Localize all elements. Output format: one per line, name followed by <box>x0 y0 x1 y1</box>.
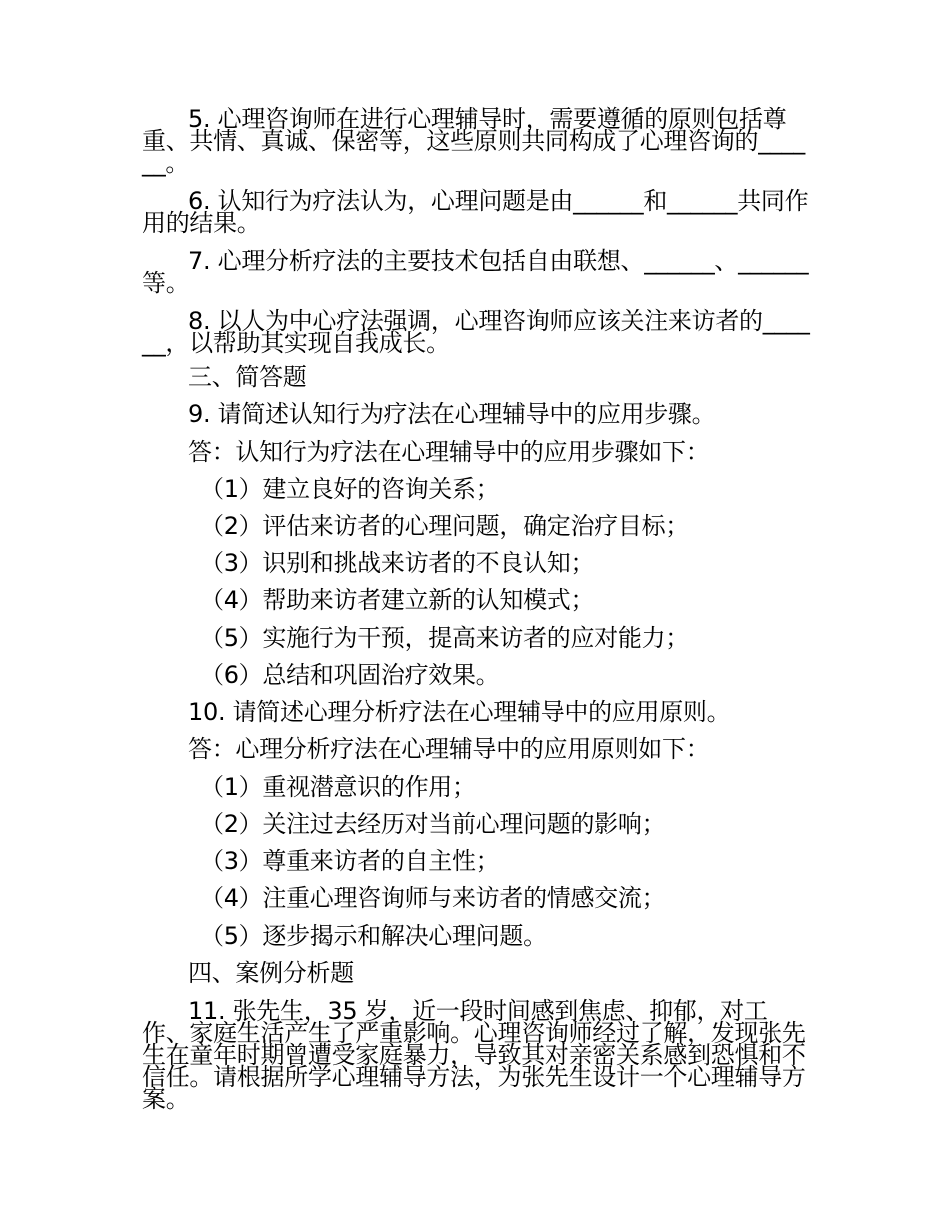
answer-10-step: （4）注重心理咨询师与来访者的情感交流； <box>200 884 666 912</box>
fill-blank-question-7 <box>142 247 812 297</box>
answer-10-intro: 答：心理分析疗法在心理辅导中的应用原则如下： <box>188 735 710 763</box>
question-text: 5. 心理咨询师在进行心理辅导时，需要遵循的原则包括尊重、共情、真诚、保密等，这些原则共同构成了心理咨询的______。 <box>142 105 805 177</box>
fill-blank-question-8 <box>142 307 812 357</box>
question-9: 9. 请简述认知行为疗法在心理辅导中的应用步骤。 <box>188 400 716 428</box>
answer-9-step: （3）识别和挑战来访者的不良认知； <box>200 549 595 577</box>
question-text: 11. 张先生，35 岁，近一段时间感到焦虑、抑郁，对工作、家庭生活产生了严重影响。心理咨询师经过了解，发现张先生在童年时期曾遭受家庭暴力，导致其对亲密关系感到恐惧和不信任。请根据所学心理辅导方法，为张先生设计一个心理辅导方案。 <box>142 997 806 1113</box>
answer-9-intro: 答：认知行为疗法在心理辅导中的应用步骤如下： <box>188 438 710 466</box>
question-text: 6. 认知行为疗法认为，心理问题是由______和______共同作用的结果。 <box>142 187 809 237</box>
section-heading-case-analysis: 四、案例分析题 <box>188 959 354 987</box>
answer-10-step: （1）重视潜意识的作用； <box>200 773 476 801</box>
answer-10-step: （3）尊重来访者的自主性； <box>200 847 500 875</box>
answer-10-step: （2）关注过去经历对当前心理问题的影响； <box>200 810 666 838</box>
answer-9-step: （2）评估来访者的心理问题，确定治疗目标； <box>200 512 689 540</box>
answer-10-step: （5）逐步揭示和解决心理问题。 <box>200 922 547 950</box>
fill-blank-question-5 <box>142 105 812 177</box>
section-heading-short-answer: 三、简答题 <box>188 363 307 391</box>
answer-9-step: （5）实施行为干预，提高来访者的应对能力； <box>200 624 689 652</box>
fill-blank-question-6 <box>142 187 812 237</box>
answer-9-step: （1）建立良好的咨询关系； <box>200 475 500 503</box>
answer-9-step: （4）帮助来访者建立新的认知模式； <box>200 586 595 614</box>
question-text: 7. 心理分析疗法的主要技术包括自由联想、______、______等。 <box>142 247 809 297</box>
question-10: 10. 请简述心理分析疗法在心理辅导中的应用原则。 <box>188 698 731 726</box>
question-text: 8. 以人为中心疗法强调，心理咨询师应该关注来访者的______，以帮助其实现自我成长。 <box>142 307 810 357</box>
case-question-11 <box>142 997 812 1113</box>
answer-9-step: （6）总结和巩固治疗效果。 <box>200 661 500 689</box>
